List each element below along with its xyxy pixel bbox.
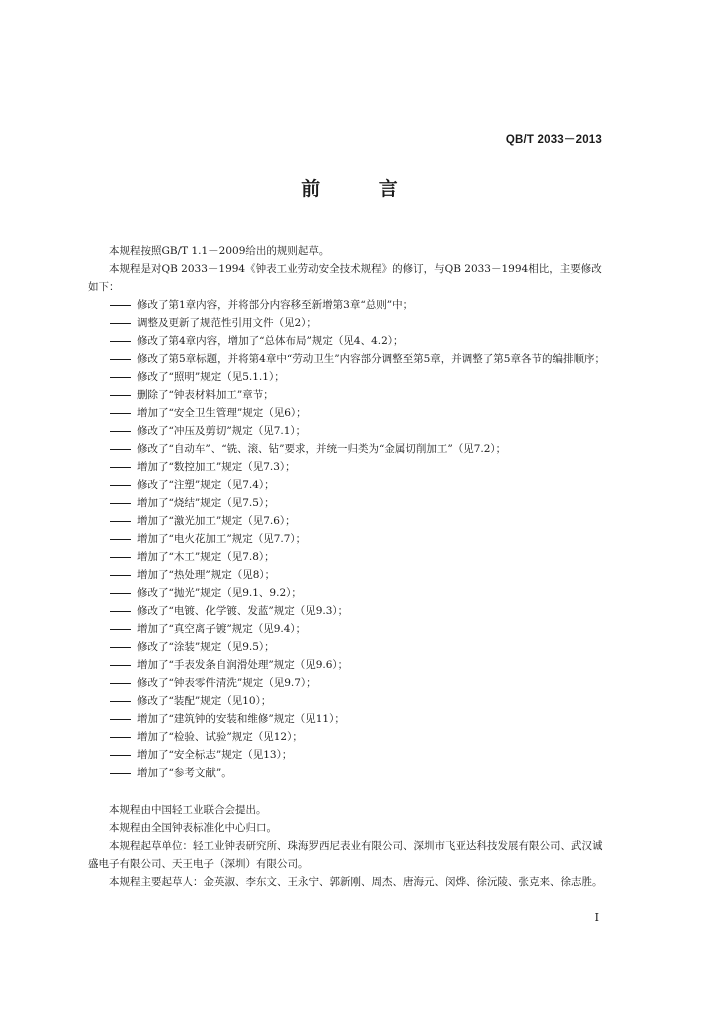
change-text: 增加了“数控加工”规定（见7.3）； <box>137 461 296 473</box>
closing-paragraph: 本规程主要起草人：金英淑、李东文、王永宁、郭新刚、周杰、唐海元、闵烨、徐沅陵、张克来、徐志胜。 <box>109 876 603 888</box>
change-text: 增加了“激光加工”规定（见7.6）； <box>137 515 296 527</box>
change-item <box>88 494 606 512</box>
intro-paragraph: 本规程是对QB 2033－1994《钟表工业劳动安全技术规程》的修订，与QB 2033－1994相比，主要修改如下： <box>88 263 602 293</box>
change-list <box>88 296 606 782</box>
change-text: 增加了“木工”规定（见7.8）； <box>137 551 275 563</box>
change-text: 增加了“手表发条自润滑处理”规定（见9.6）； <box>137 659 349 671</box>
change-text: 增加了“热处理”规定（见8）； <box>137 569 276 581</box>
change-item <box>88 728 606 746</box>
change-item <box>88 602 606 620</box>
change-item <box>88 512 606 530</box>
change-text: 修改了“装配”规定（见10）； <box>137 695 272 707</box>
change-item <box>88 620 606 638</box>
change-item <box>88 458 606 476</box>
change-item <box>88 656 606 674</box>
standard-code: QB/T 2033－2013 <box>505 134 602 146</box>
change-item <box>88 692 606 710</box>
intro-paragraph: 本规程按照GB/T 1.1－2009给出的规则起草。 <box>109 245 330 257</box>
closing-paragraph: 本规程起草单位：轻工业钟表研究所、珠海罗西尼表业有限公司、深圳市飞亚达科技发展有限公司、武汉诚盛电子有限公司、天王电子（深圳）有限公司。 <box>88 840 603 870</box>
change-text: 修改了第1章内容，并将部分内容移至新增第3章“总则”中； <box>137 299 414 311</box>
page-number: I <box>594 911 599 924</box>
change-item <box>88 476 606 494</box>
change-text: 增加了“安全标志”规定（见13）； <box>137 749 293 761</box>
change-item <box>88 674 606 692</box>
foreword-body <box>88 242 606 891</box>
change-text: 删除了“钟表材料加工”章节； <box>137 389 274 401</box>
change-item <box>88 404 606 422</box>
change-text: 修改了“自动车”、“铣、滚、钻”要求，并统一归类为“金属切削加工”（见7.2）； <box>137 443 507 455</box>
change-text: 增加了“检验、试验”规定（见12）； <box>137 731 303 743</box>
change-item <box>88 386 606 404</box>
change-item <box>88 638 606 656</box>
change-item <box>88 332 606 350</box>
change-item <box>88 548 606 566</box>
change-text: 修改了第4章内容，增加了“总体布局”规定（见4、4.2）； <box>137 335 404 347</box>
change-text: 修改了“冲压及剪切”规定（见7.1）； <box>137 425 307 437</box>
change-text: 修改了“照明”规定（见5.1.1）； <box>137 371 285 383</box>
change-item <box>88 566 606 584</box>
change-text: 修改了“电镀、化学镀、发蓝”规定（见9.3）； <box>137 605 349 617</box>
change-item <box>88 296 606 314</box>
change-text: 修改了“涂装”规定（见9.5）； <box>137 641 275 653</box>
change-item <box>88 368 606 386</box>
change-text: 增加了“烧结”规定（见7.5）； <box>137 497 275 509</box>
change-text: 增加了“安全卫生管理”规定（见6）； <box>137 407 307 419</box>
closing-paragraph: 本规程由中国轻工业联合会提出。 <box>109 804 267 816</box>
change-item <box>88 530 606 548</box>
change-text: 修改了第5章标题，并将第4章中“劳动卫生”内容部分调整至第5章，并调整了第5章各节的编排顺序； <box>137 353 605 365</box>
closing-paragraph: 本规程由全国钟表标准化中心归口。 <box>109 822 277 834</box>
change-text: 修改了“注塑”规定（见7.4）； <box>137 479 275 491</box>
change-item <box>88 764 606 782</box>
change-item <box>88 350 606 368</box>
change-item <box>88 422 606 440</box>
change-text: 修改了“抛光”规定（见9.1、9.2）； <box>137 587 302 599</box>
change-item <box>88 746 606 764</box>
change-text: 增加了“参考文献”。 <box>137 767 232 779</box>
change-text: 增加了“建筑钟的安装和维修”规定（见11）； <box>137 713 345 725</box>
change-text: 增加了“真空离子镀”规定（见9.4）； <box>137 623 307 635</box>
change-text: 调整及更新了规范性引用文件（见2）； <box>137 317 317 329</box>
change-item <box>88 710 606 728</box>
change-item <box>88 440 606 458</box>
change-text: 增加了“电火花加工”规定（见7.7）； <box>137 533 307 545</box>
change-text: 修改了“钟表零件清洗”规定（见9.7）； <box>137 677 317 689</box>
page-title: 前 言 <box>301 178 424 200</box>
change-item <box>88 584 606 602</box>
change-item <box>88 314 606 332</box>
